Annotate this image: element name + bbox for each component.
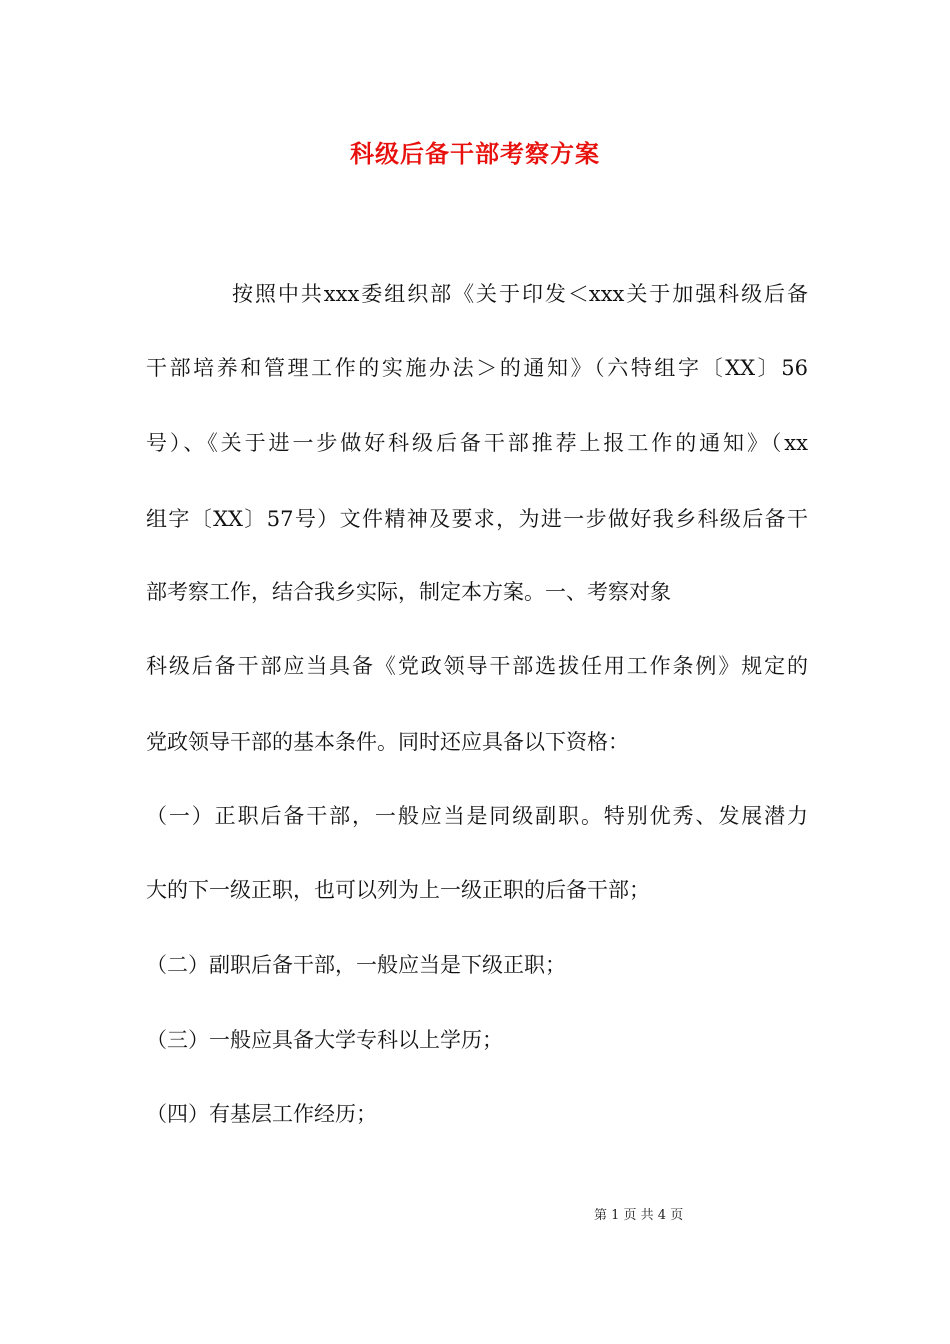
- paragraph-line: 科级后备干部应当具备《党政领导干部选拔任用工作条例》规定的: [146, 654, 808, 678]
- paragraph-line: 党政领导干部的基本条件。同时还应具备以下资格：: [146, 730, 629, 754]
- paragraph-line: 干部培养和管理工作的实施办法＞的通知》（六特组字〔XX〕56: [146, 356, 808, 380]
- paragraph-line: 部考察工作，结合我乡实际，制定本方案。一、考察对象: [146, 580, 671, 604]
- page-number-footer: 第 1 页 共 4 页: [594, 1208, 684, 1223]
- paragraph-line: 号）、《关于进一步做好科级后备干部推荐上报工作的通知》（xx: [146, 431, 808, 455]
- list-item: （三）一般应具备大学专科以上学历；: [146, 1028, 503, 1052]
- list-item: （一）正职后备干部，一般应当是同级副职。特别优秀、发展潜力: [146, 804, 808, 828]
- paragraph-line: 大的下一级正职，也可以列为上一级正职的后备干部；: [146, 878, 650, 902]
- paragraph-line: 按照中共xxx委组织部《关于印发＜xxx关于加强科级后备: [232, 282, 808, 306]
- document-title: 科级后备干部考察方案: [350, 139, 600, 168]
- list-item: （四）有基层工作经历；: [146, 1102, 377, 1126]
- paragraph-line: 组字〔XX〕57号）文件精神及要求，为进一步做好我乡科级后备干: [146, 507, 808, 531]
- list-item: （二）副职后备干部，一般应当是下级正职；: [146, 953, 566, 977]
